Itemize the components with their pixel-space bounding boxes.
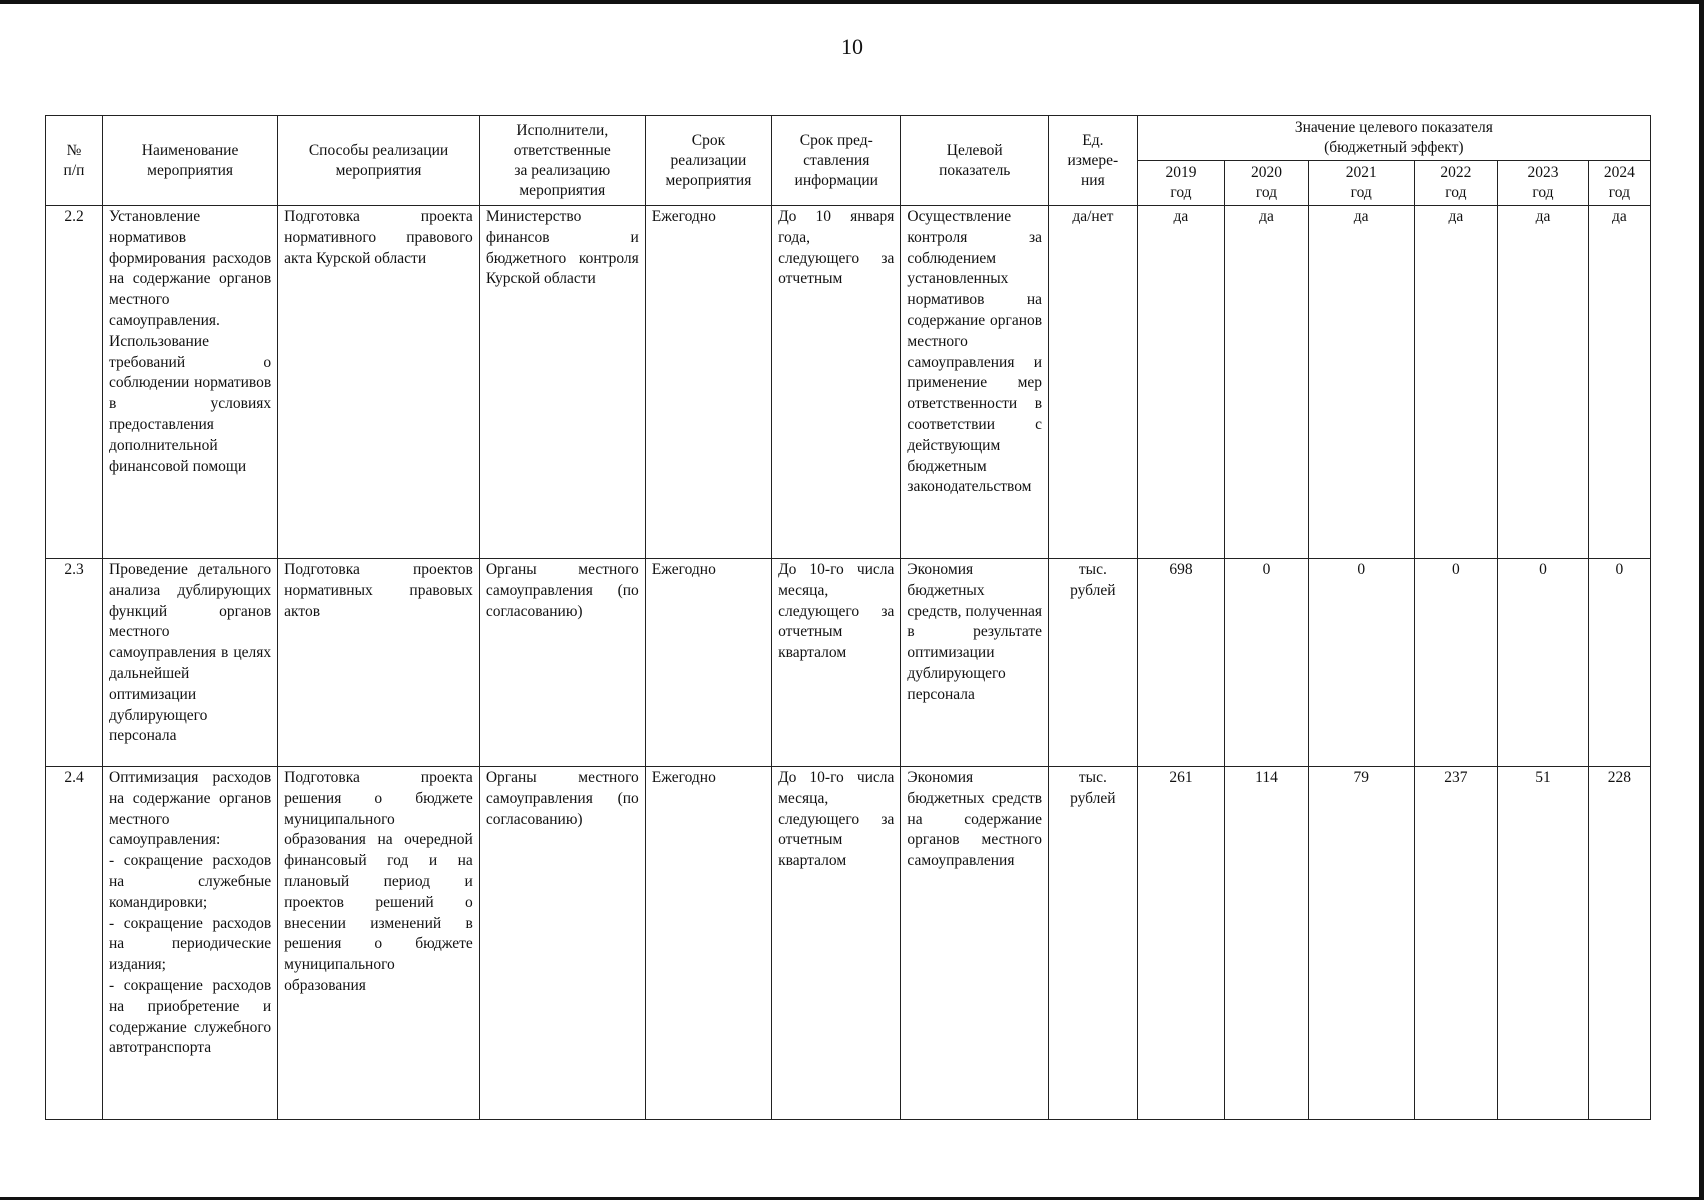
header-methods: Способы реализации мероприятия [278,116,480,206]
row-value-2020: 0 [1225,559,1309,767]
row-executors: Органы местного самоуправления (по согласованию) [479,559,645,767]
row-num: 2.4 [46,767,103,1120]
row-executors: Министерство финансов и бюджетного контроля Курской области [479,206,645,559]
row-methods: Подготовка проекта нормативного правового акта Курской области [278,206,480,559]
row-num: 2.2 [46,206,103,559]
scan-edge-right [1699,0,1704,1200]
row-value-2020: 114 [1225,767,1309,1120]
row-executors: Органы местного самоуправления (по согласованию) [479,767,645,1120]
header-value-group: Значение целевого показателя (бюджетный эффект) [1137,116,1650,161]
row-value-2019: 698 [1137,559,1225,767]
row-value-2021: 79 [1308,767,1414,1120]
row-unit: тыс. рублей [1049,559,1138,767]
row-value-2024: 0 [1588,559,1650,767]
header-year-2019: 2019 год [1137,161,1225,206]
header-unit: Ед. измере- ния [1049,116,1138,206]
row-unit: да/нет [1049,206,1138,559]
header-row [46,116,1651,161]
row-value-2020: да [1225,206,1309,559]
row-report-term: До 10 января года, следующего за отчетным [772,206,901,559]
row-value-2019: 261 [1137,767,1225,1120]
header-year-2022: 2022 год [1414,161,1498,206]
row-value-2022: 237 [1414,767,1498,1120]
row-unit: тыс. рублей [1049,767,1138,1120]
row-term: Ежегодно [645,206,771,559]
table-row [46,767,1651,1120]
row-term: Ежегодно [645,767,771,1120]
header-year-2020: 2020 год [1225,161,1309,206]
header-year-2024: 2024 год [1588,161,1650,206]
row-value-2024: 228 [1588,767,1650,1120]
page-number: 10 [841,34,863,59]
table-row [46,559,1651,767]
row-report-term: До 10-го числа месяца, следующего за отчетным кварталом [772,559,901,767]
header-term: Срок реализации мероприятия [645,116,771,206]
header-executors: Исполнители, ответственные за реализацию мероприятия [479,116,645,206]
program-activities-table [45,115,1651,1120]
row-value-2021: 0 [1308,559,1414,767]
row-value-2021: да [1308,206,1414,559]
header-year-2021: 2021 год [1308,161,1414,206]
row-value-2022: да [1414,206,1498,559]
row-value-2023: да [1498,206,1589,559]
row-value-2023: 0 [1498,559,1589,767]
header-report-term: Срок пред- ставления информации [772,116,901,206]
row-name: Проведение детального анализа дублирующих функций органов местного самоуправления в целях дальнейшей оптимизации дублирующего персонала [103,559,278,767]
row-term: Ежегодно [645,559,771,767]
row-name: Оптимизация расходов на содержание органов местного самоуправления: - сокращение расходов на служебные командировки; - сокращение расходов на периодические издания; - сокращение расходов на приобретение и содержание служебного автотранспорта [103,767,278,1120]
row-target: Экономия бюджетных средств на содержание органов местного самоуправления [901,767,1049,1120]
table-row [46,206,1651,559]
row-value-2019: да [1137,206,1225,559]
row-methods: Подготовка проектов нормативных правовых актов [278,559,480,767]
row-report-term: До 10-го числа месяца, следующего за отчетным кварталом [772,767,901,1120]
row-methods: Подготовка проекта решения о бюджете муниципального образования на очередной финансовый год и на плановый период и проектов решений о внесении изменений в решения о бюджете муниципального образования [278,767,480,1120]
header-target: Целевой показатель [901,116,1049,206]
row-value-2022: 0 [1414,559,1498,767]
row-target: Осуществление контроля за соблюдением установленных нормативов на содержание органов местного самоуправления и применение мер ответственности в соответствии с действующим бюджетным законодательством [901,206,1049,559]
scan-edge-top [0,0,1704,4]
header-name: Наименование мероприятия [103,116,278,206]
row-value-2023: 51 [1498,767,1589,1120]
row-target: Экономия бюджетных средств, полученная в результате оптимизации дублирующего персонала [901,559,1049,767]
row-name: Установление нормативов формирования расходов на содержание органов местного самоуправления. Использование требований о соблюдении нормативов в условиях предоставления дополнительной финансовой помощи [103,206,278,559]
header-num: № п/п [46,116,103,206]
row-value-2024: да [1588,206,1650,559]
row-num: 2.3 [46,559,103,767]
header-year-2023: 2023 год [1498,161,1589,206]
